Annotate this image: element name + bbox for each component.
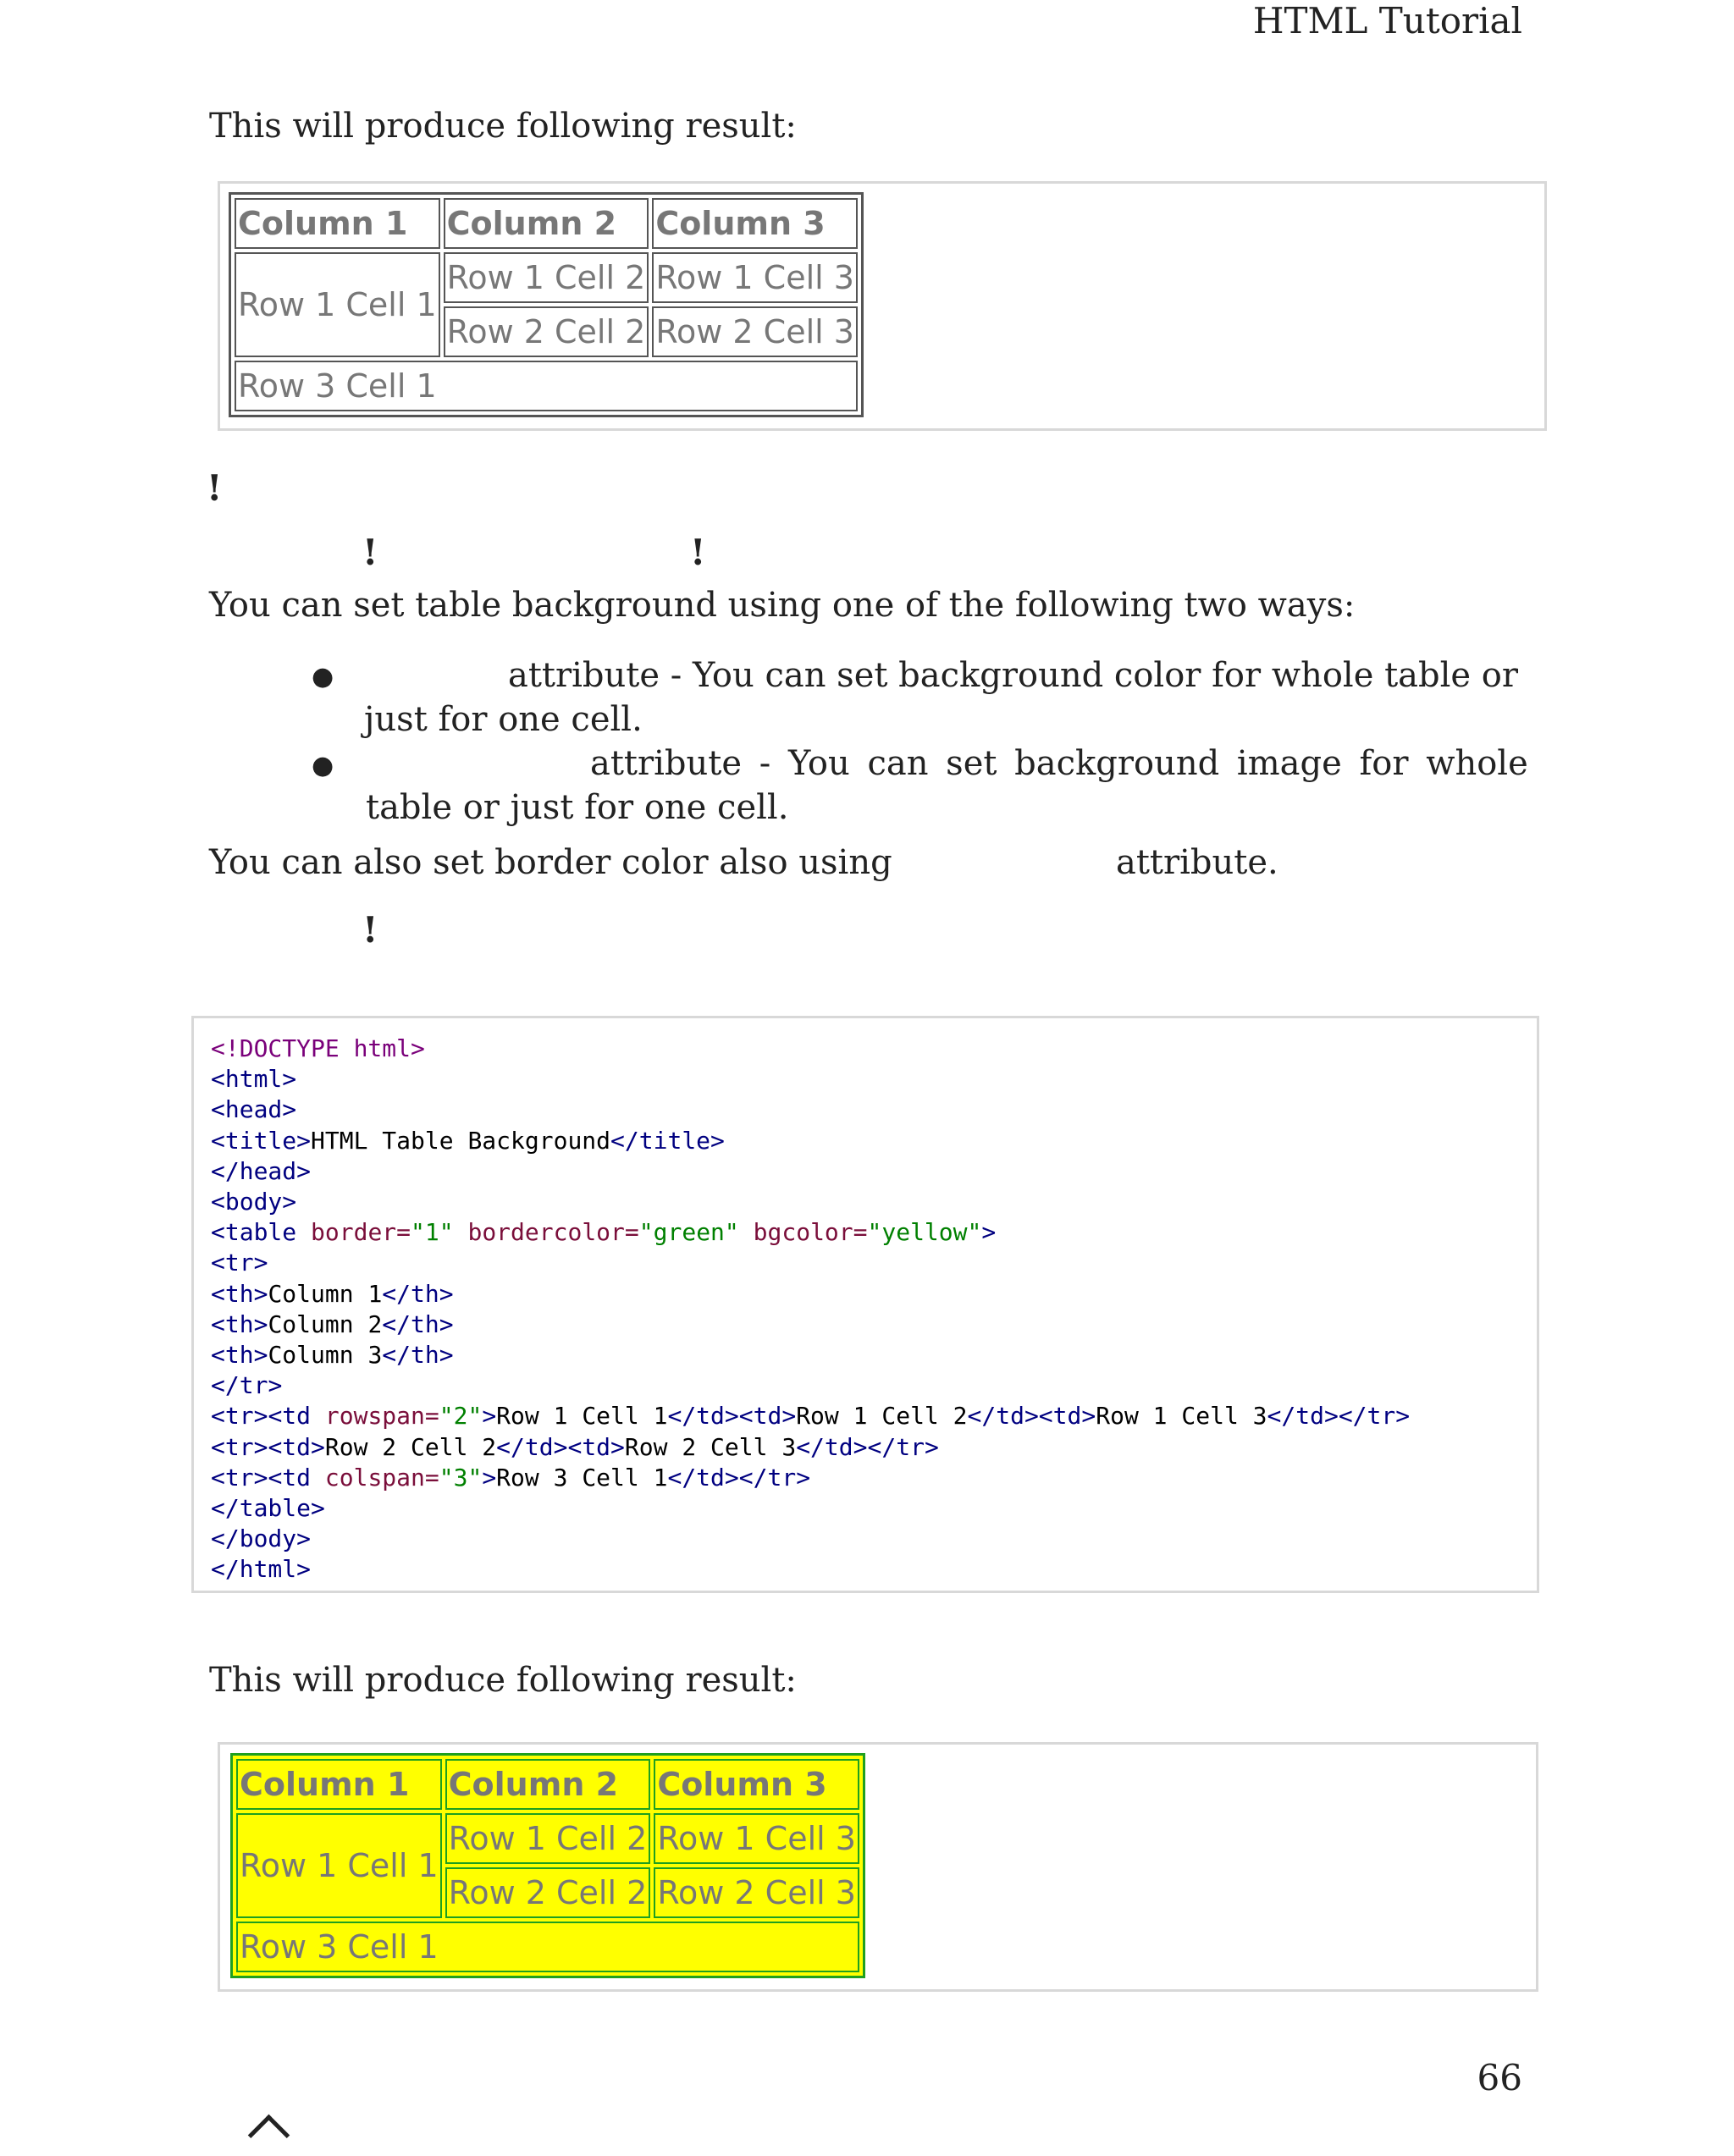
code-line: <th>Column 2</th> <box>211 1310 454 1338</box>
bullet-2-line-2: table or just for one cell. <box>366 788 789 827</box>
table-header-cell: Column 1 <box>235 198 440 249</box>
bullet-2-line-1: attribute - You can set background image for whole <box>590 744 1528 783</box>
table-row <box>235 252 858 303</box>
code-line: <table border="1" bordercolor="green" bgcolor="yellow"> <box>211 1218 997 1247</box>
table-cell: Row 1 Cell 1 <box>236 1813 442 1918</box>
exclamation-mark: ! <box>690 532 706 573</box>
exclamation-mark: ! <box>362 909 378 951</box>
code-block <box>211 1034 1410 1585</box>
code-line: </html> <box>211 1555 312 1584</box>
code-line: <head> <box>211 1095 297 1124</box>
code-line: <tr><td rowspan="2">Row 1 Cell 1</td><td>Row 1 Cell 2</td><td>Row 1 Cell 3</td></tr> <box>211 1402 1411 1431</box>
code-line: <tr><td colspan="3">Row 3 Cell 1</td></tr> <box>211 1463 811 1492</box>
border-color-suffix: attribute. <box>1116 843 1278 882</box>
table-cell: Row 1 Cell 1 <box>235 252 440 357</box>
table-header-cell: Column 2 <box>445 1759 651 1810</box>
result-intro-2: This will produce following result: <box>209 1661 797 1700</box>
code-line: <tr> <box>211 1249 268 1277</box>
result-intro-1: This will produce following result: <box>209 107 797 146</box>
table-cell: Row 1 Cell 2 <box>445 1813 651 1864</box>
table-cell: Row 2 Cell 3 <box>652 306 858 357</box>
code-example <box>191 1016 1539 1593</box>
result-table-1 <box>229 192 864 417</box>
table-cell: Row 1 Cell 3 <box>652 252 858 303</box>
code-line: </table> <box>211 1494 325 1523</box>
code-line: </tr> <box>211 1371 283 1400</box>
table-header-cell: Column 3 <box>654 1759 859 1810</box>
table-row <box>236 1759 859 1810</box>
table-cell: Row 2 Cell 3 <box>654 1867 859 1918</box>
exclamation-mark: ! <box>207 467 223 509</box>
code-line: <title>HTML Table Background</title> <box>211 1126 725 1155</box>
table-row <box>236 1922 859 1972</box>
code-line: <!DOCTYPE html> <box>211 1034 425 1062</box>
code-line: <tr><td>Row 2 Cell 2</td><td>Row 2 Cell 3</td></tr> <box>211 1432 939 1461</box>
table-header-cell: Column 1 <box>236 1759 442 1810</box>
code-line: <th>Column 3</th> <box>211 1341 454 1370</box>
code-line: <html> <box>211 1065 297 1094</box>
table-row <box>236 1813 859 1864</box>
bullet-1-line-2: just for one cell. <box>364 700 643 739</box>
chevron-up-icon <box>248 2115 290 2156</box>
table-header-cell: Column 3 <box>652 198 858 249</box>
exclamation-mark: ! <box>362 532 378 573</box>
bullet-icon: ● <box>312 662 334 692</box>
result-frame-1 <box>218 181 1547 431</box>
result-table-2 <box>230 1753 865 1978</box>
table-header-cell: Column 2 <box>444 198 649 249</box>
code-line: <body> <box>211 1188 297 1216</box>
table-cell: Row 2 Cell 2 <box>445 1867 651 1918</box>
result-frame-2 <box>218 1742 1538 1992</box>
background-intro: You can set table background using one of the following two ways: <box>209 586 1356 625</box>
table-row <box>235 361 858 411</box>
table-cell: Row 3 Cell 1 <box>235 361 858 411</box>
code-line: </head> <box>211 1156 312 1185</box>
table-row <box>235 198 858 249</box>
code-line: <th>Column 1</th> <box>211 1279 454 1308</box>
running-header: HTML Tutorial <box>1252 0 1522 41</box>
bullet-1-line-1: attribute - You can set background color for whole table or <box>508 656 1519 695</box>
code-line: </body> <box>211 1525 312 1553</box>
table-cell: Row 3 Cell 1 <box>236 1922 859 1972</box>
border-color-prefix: You can also set border color also using <box>209 843 892 882</box>
table-cell: Row 1 Cell 3 <box>654 1813 859 1864</box>
table-cell: Row 2 Cell 2 <box>444 306 649 357</box>
table-cell: Row 1 Cell 2 <box>444 252 649 303</box>
bullet-icon: ● <box>312 751 334 780</box>
page-number: 66 <box>1477 2057 1522 2098</box>
